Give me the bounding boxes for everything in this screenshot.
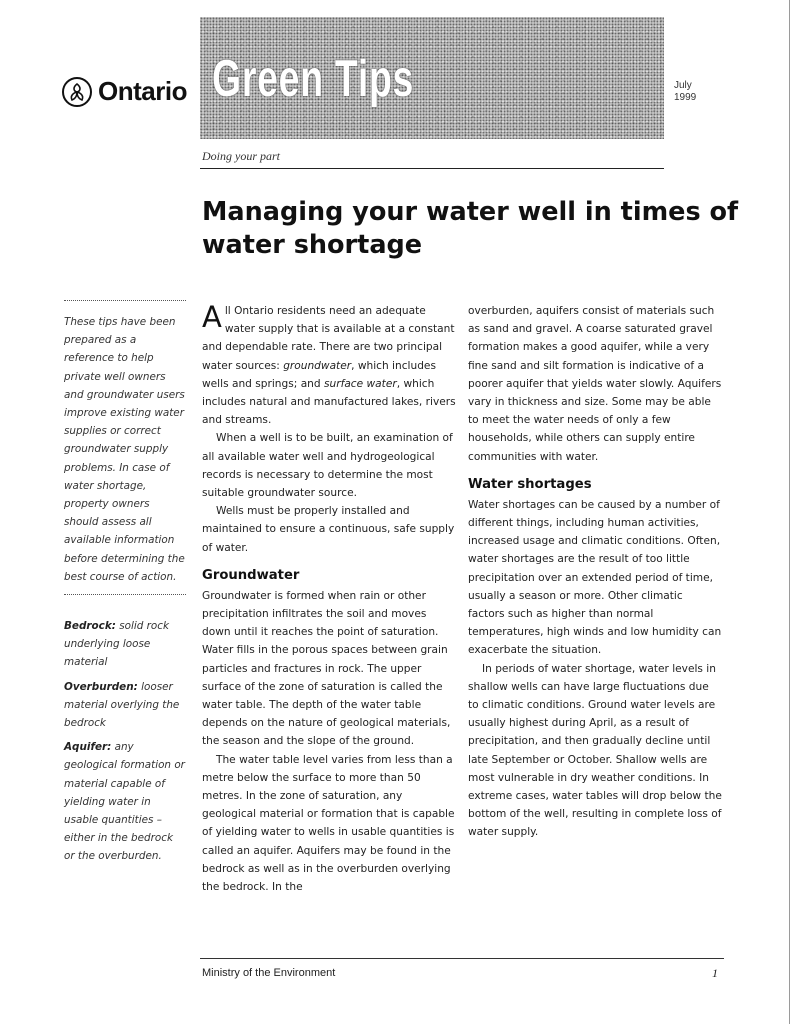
paragraph-shortage-periods: In periods of water shortage, water levels in shallow wells can have large fluctuations due to climatic conditions. Ground water levels are usually highest during April, as a result of precipitation, and then gradually decline until late September or October. Shallow wells are most vulnerable in dry weather conditions. In extreme cases, water tables will drop below the bottom of the well, resulting in complete loss of water supply. [468,662,722,839]
glossary-term: Overburden: [64,680,138,693]
logo-wordmark: Ontario [98,76,187,106]
drop-cap: A [202,300,222,334]
term-surface-water: surface water [324,377,397,390]
header-divider [200,168,664,169]
glossary-aquifer [64,738,186,865]
issue-year: 1999 [674,92,697,103]
paragraph-overburden: overburden, aquifers consist of materials such as sand and gravel. A coarse saturated gravel formation makes a good aquifer, while a very fine sand and silt formation is indicative of a poorer aquifer that yields water slowly. Aquifers vary in thickness and size. Some may be able to meet the water needs of only a few households, while others can supply entire communities with water. [468,305,722,463]
trillium-icon [62,77,92,107]
heading-groundwater: Groundwater [202,567,300,583]
intro-text-c: , which includes natural and manufactured lakes, rivers and streams. [202,377,456,427]
page-number: 1 [712,966,718,980]
intro-text-b: , which includes wells and springs; and [202,359,436,390]
body-column-2 [468,302,722,842]
banner-title: Green Tips [212,50,415,108]
issue-date [674,80,696,104]
issue-month: July [674,80,692,91]
term-groundwater: groundwater [283,359,352,372]
glossary-definition: looser material overlying the bedrock [64,680,180,730]
article-title: Managing your water well in times of water shortage [202,197,739,260]
footer-divider [200,958,724,959]
series-tagline: Doing your part [202,149,280,163]
heading-water-shortages: Water shortages [468,476,592,492]
footer-publisher: Ministry of the Environment [202,967,336,979]
paragraph-water-table: The water table level varies from less than a metre below the surface to more than 50 metres. In the zone of saturation, any geological material or formation that is capable of yielding water to wells in usable quantities is called an aquifer. Aquifers may be found in the bedrock as well as in the overburden overlying the bedrock. In the [202,753,455,894]
glossary-bedrock [64,617,186,672]
glossary-definition: any geological formation or material capable of yielding water in usable quantities – either in the bedrock or the overburden. [64,741,185,863]
glossary-definition: solid rock underlying loose material [64,620,170,669]
scan-edge-line [789,0,790,1024]
green-tips-banner [200,17,664,139]
sidebar [64,300,186,866]
trillium-glyph [67,82,87,102]
intro-paragraph [202,302,458,429]
intro-text-a: ll Ontario residents need an adequate water supply that is available at a constant and dependable rate. There are two principal water sources: [202,305,455,372]
body-column-1 [202,302,458,896]
paragraph-examination: When a well is to be built, an examination of all available water well and hydrogeological records is necessary to determine the most suitable groundwater source. [202,432,453,500]
glossary-overburden [64,678,186,733]
paragraph-shortage-causes: Water shortages can be caused by a number of different things, including human activities, increased usage and climatic conditions. Often, water shortages are the result of too little precipitation over an extended period of time, usually a season or more. Other climatic factors such as higher than normal temperatures, high winds and low humidity can exacerbate the situation. [468,498,722,657]
sidebar-intro: These tips have been prepared as a reference to help private well owners and groundwater users improve existing water supplies or correct groundwater supply problems. In case of water shortage, property owners should assess all available information before determining the best course of action. [64,316,185,583]
paragraph-install: Wells must be properly installed and maintained to ensure a continuous, safe supply of water. [202,505,455,554]
paragraph-groundwater: Groundwater is formed when rain or other precipitation infiltrates the soil and moves down until it reaches the point of saturation. Water fills in the porous spaces between grain particles and fractures in rock. The upper surface of the zone of saturation is called the water table. The depth of the water table depends on the nature of geological materials, the season and the slope of the ground. [202,589,451,748]
glossary-term: Bedrock: [64,620,116,633]
glossary-term: Aquifer: [64,741,112,754]
ontario-logo [62,76,187,107]
